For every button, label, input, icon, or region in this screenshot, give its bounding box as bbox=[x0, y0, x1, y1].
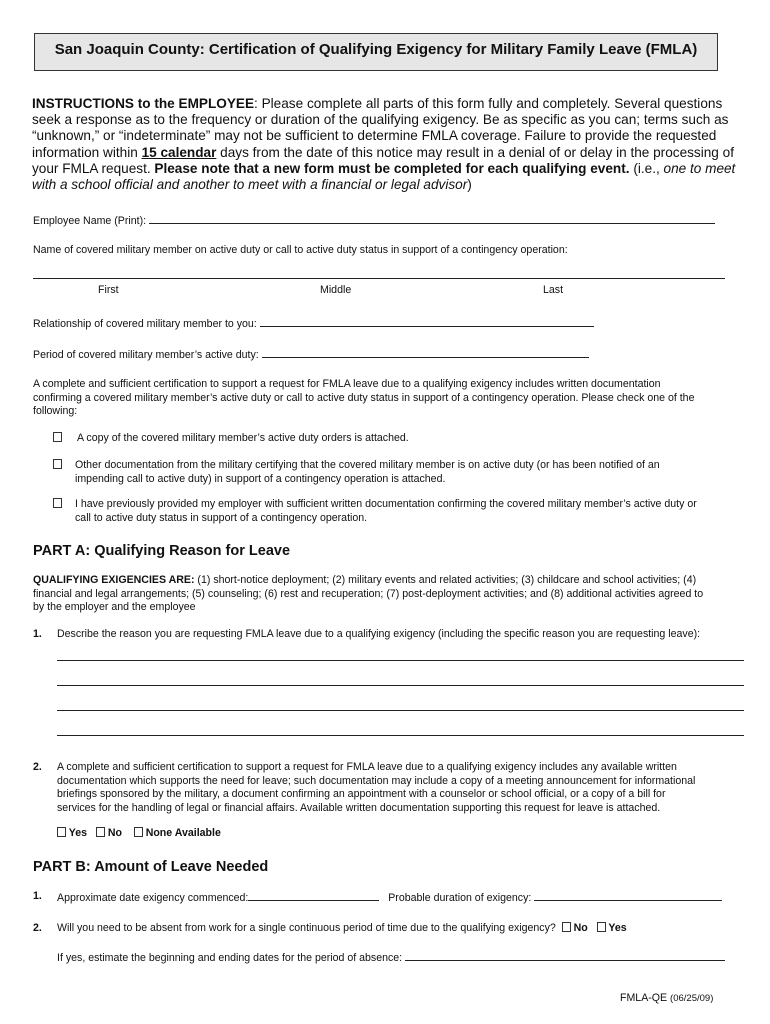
qualifying-exigencies-text: (1) short-notice deployment; (2) military events and related activities; (3) childcare and school activities; (4) bbox=[194, 574, 697, 586]
instructions-text: seek a response as to the frequency or duration of the qualifying exigency. Be as specific as you can; terms such as bbox=[32, 112, 729, 128]
qualifying-exigencies-text: by the employer and the employee bbox=[33, 601, 196, 613]
first-name-label: First bbox=[98, 284, 119, 296]
reason-line[interactable] bbox=[57, 660, 744, 661]
option-previously-provided-label bbox=[75, 498, 697, 525]
part-a-q2-text bbox=[57, 761, 757, 815]
certification-text: A complete and sufficient certification to support a request for FMLA leave due to a qualifying exigency includes written documentation bbox=[33, 378, 661, 390]
reason-line[interactable] bbox=[57, 735, 744, 736]
part-b-heading: PART B: Amount of Leave Needed bbox=[33, 859, 269, 875]
no-label: No bbox=[573, 922, 588, 934]
date-commenced-label: Approximate date exigency commenced: bbox=[57, 892, 249, 904]
yes-label: Yes bbox=[608, 922, 627, 934]
documentation-text: services for the handling of legal or financial affairs. Available written documentation supporting this request for leave is attached. bbox=[57, 801, 661, 814]
period-field[interactable] bbox=[262, 347, 589, 358]
qualifying-exigencies-heading: QUALIFYING EXIGENCIES ARE: bbox=[33, 574, 195, 586]
absence-dates-label: If yes, estimate the beginning and ending dates for the period of absence: bbox=[57, 952, 403, 964]
documentation-text: A complete and sufficient certification to support a request for FMLA leave due to a qualifying exigency includes any available written bbox=[57, 761, 677, 773]
part-a-q1-number: 1. bbox=[33, 628, 42, 640]
no-label: No bbox=[107, 827, 122, 839]
checkbox-icon bbox=[562, 922, 571, 932]
employee-name-label: Employee Name (Print): bbox=[33, 215, 147, 227]
option-orders-checkbox[interactable] bbox=[53, 432, 62, 446]
continuous-yes-option[interactable] bbox=[597, 922, 627, 934]
certification-text: confirming a covered military member’s active duty or call to active duty status in support of a contingency operation. Please check one of the bbox=[33, 391, 695, 404]
checkbox-icon bbox=[53, 498, 62, 508]
yes-label: Yes bbox=[68, 827, 88, 839]
middle-name-label: Middle bbox=[320, 284, 352, 296]
relationship-label: Relationship of covered military member to you: bbox=[33, 318, 257, 330]
employee-name-row bbox=[33, 213, 715, 229]
instructions-text: (i.e., bbox=[629, 160, 664, 176]
form-footer bbox=[620, 992, 713, 1006]
deadline-emphasis: 15 calendar bbox=[141, 144, 217, 160]
option-text: I have previously provided my employer with sufficient written documentation confirming the covered military member’s active duty or bbox=[75, 498, 697, 510]
instructions-heading: INSTRUCTIONS to the EMPLOYEE bbox=[32, 96, 255, 111]
new-form-note: Please note that a new form must be completed for each qualifying event. bbox=[154, 160, 630, 176]
documentation-no-option[interactable] bbox=[96, 827, 122, 839]
documentation-none-option[interactable] bbox=[134, 827, 221, 839]
instructions-text: days from the date of this notice may result in a denial of or delay in the processing of bbox=[216, 144, 734, 160]
form-title: San Joaquin County: Certification of Qualifying Exigency for Military Family Leave (FMLA) bbox=[54, 41, 698, 58]
relationship-field[interactable] bbox=[260, 316, 594, 327]
option-text: Other documentation from the military certifying that the covered military member is on active duty (or has been notified of an bbox=[75, 459, 660, 471]
option-other-doc-checkbox[interactable] bbox=[53, 459, 62, 473]
period-label: Period of covered military member’s active duty: bbox=[33, 349, 259, 361]
documentation-options bbox=[57, 827, 221, 841]
relationship-row bbox=[33, 316, 594, 332]
option-text: call to active duty status in support of a contingency operation. bbox=[75, 511, 368, 524]
form-id: FMLA-QE bbox=[620, 992, 668, 1004]
form-date: (06/25/09) bbox=[670, 993, 714, 1004]
option-previously-provided-checkbox[interactable] bbox=[53, 498, 62, 512]
period-row bbox=[33, 347, 589, 363]
checkbox-icon bbox=[134, 827, 143, 837]
instructions-text: your FMLA request. bbox=[32, 160, 155, 176]
continuous-no-option[interactable] bbox=[562, 922, 588, 934]
covered-member-label: Name of covered military member on active duty or call to active duty status in support of a contingency operation: bbox=[33, 244, 568, 256]
part-a-heading: PART A: Qualifying Reason for Leave bbox=[33, 543, 291, 559]
part-b-q1-number: 1. bbox=[33, 890, 42, 902]
reason-line[interactable] bbox=[57, 710, 744, 711]
documentation-yes-option[interactable] bbox=[57, 827, 87, 839]
qualifying-exigencies-text: financial and legal arrangements; (5) counseling; (6) rest and recuperation; (7) post-deployment activities; and (8) additional activities agreed to bbox=[33, 587, 704, 600]
documentation-text: briefings sponsored by the military, a document confirming an appointment with a counselor or school official, or a copy of a bill for bbox=[57, 788, 666, 800]
probable-duration-field[interactable] bbox=[534, 890, 722, 901]
instructions bbox=[32, 96, 752, 193]
continuous-absence-question: Will you need to be absent from work for a single continuous period of time due to the qualifying exigency? bbox=[57, 922, 556, 934]
option-other-doc-label bbox=[75, 459, 660, 486]
option-orders-label: A copy of the covered military member’s active duty orders is attached. bbox=[77, 432, 409, 444]
instructions-text: : Please complete all parts of this form fully and completely. Several questions bbox=[254, 96, 723, 111]
part-a-q2-number: 2. bbox=[33, 761, 42, 773]
date-commenced-field[interactable] bbox=[248, 890, 379, 901]
part-b-q2-number: 2. bbox=[33, 922, 42, 934]
probable-duration-label: Probable duration of exigency: bbox=[388, 892, 532, 904]
instructions-text: “unknown,” or “indeterminate” may not be sufficient to determine FMLA coverage. Failure to provide the requested bbox=[32, 128, 717, 144]
none-available-label: None Available bbox=[145, 827, 221, 839]
covered-member-name-field[interactable] bbox=[33, 278, 725, 279]
checkbox-icon bbox=[597, 922, 606, 932]
instructions-example: one to meet bbox=[663, 160, 736, 176]
checkbox-icon bbox=[53, 459, 62, 469]
checkbox-icon bbox=[57, 827, 66, 837]
instructions-text: ) bbox=[467, 177, 472, 193]
checkbox-icon bbox=[53, 432, 62, 442]
employee-name-field[interactable] bbox=[149, 213, 715, 224]
qualifying-exigencies bbox=[33, 574, 753, 615]
instructions-example: with a school official and another to meet with a financial or legal advisor bbox=[32, 177, 468, 193]
documentation-text: documentation which supports the need for leave; such documentation may include a copy of a meeting announcement for informational bbox=[57, 774, 696, 787]
certification-text: following: bbox=[33, 405, 78, 417]
last-name-label: Last bbox=[543, 284, 564, 296]
checkbox-icon bbox=[96, 827, 105, 837]
reason-line[interactable] bbox=[57, 685, 744, 686]
absence-dates-field[interactable] bbox=[405, 950, 725, 961]
part-b-q1-row bbox=[57, 890, 722, 906]
part-a-q1-text: Describe the reason you are requesting FMLA leave due to a qualifying exigency (including the specific reason you are requesting leave): bbox=[57, 628, 701, 640]
instructions-text: information within bbox=[32, 144, 142, 160]
certification-paragraph bbox=[33, 378, 753, 419]
absence-dates-row bbox=[57, 950, 725, 966]
option-text: impending call to active duty) in support of a contingency operation is attached. bbox=[75, 472, 446, 485]
part-b-q2-row bbox=[57, 922, 627, 936]
